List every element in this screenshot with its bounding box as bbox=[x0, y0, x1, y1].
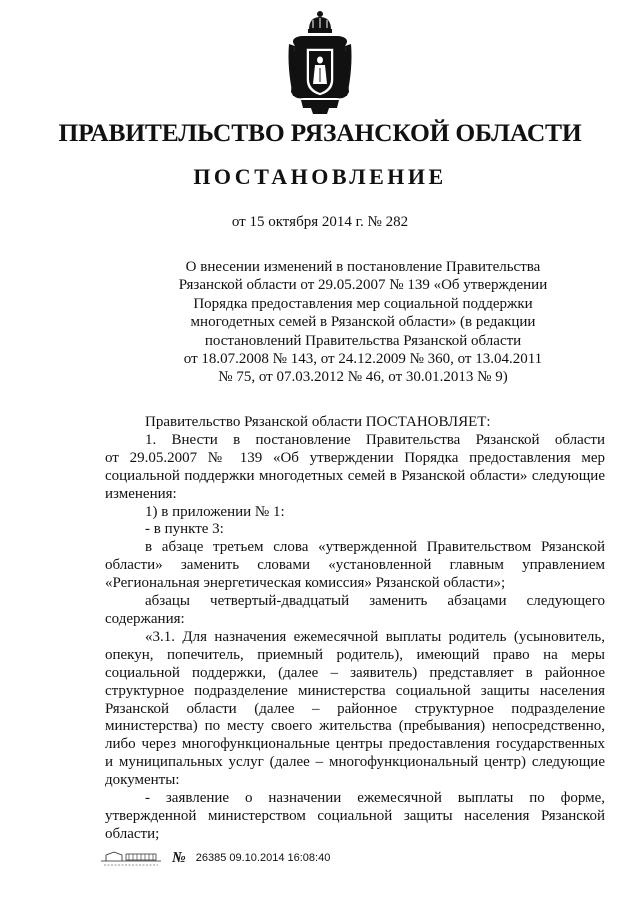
subject-line: Порядка предоставления мер социальной поддержки bbox=[193, 295, 533, 312]
paragraph-3 bbox=[105, 593, 605, 629]
registration-number-sign: № bbox=[172, 849, 186, 866]
paragraph-2 bbox=[105, 539, 605, 593]
text-line: 1. Внести в постановление Правительства Рязанской области bbox=[145, 431, 605, 448]
text-line: Рязанской области (далее – районное структурное подразделение bbox=[105, 700, 605, 717]
subject-line: О внесении изменений в постановление Правительства bbox=[185, 259, 541, 275]
paragraph-4 bbox=[105, 629, 605, 790]
text-line: от 29.05.2007 № 139 «Об утверждении Порядка предоставления мер bbox=[105, 449, 605, 466]
text-line: в абзаце третьем слова «утвержденной Правительством Рязанской bbox=[145, 539, 605, 556]
subject-line: многодетных семей в Рязанской области» (в редакции bbox=[190, 314, 536, 331]
registration-info: 26385 09.10.2014 16:08:40 bbox=[195, 852, 331, 864]
text-line: «Региональная энергетическая комиссия» Рязанской области»; bbox=[105, 575, 506, 592]
text-line: «3.1. Для назначения ежемесячной выплаты родитель (усыновитель, bbox=[145, 628, 605, 645]
government-title: ПРАВИТЕЛЬСТВО РЯЗАНСКОЙ ОБЛАСТИ bbox=[58, 118, 582, 147]
text-line: области; bbox=[105, 825, 160, 842]
decree-line: Правительство Рязанской области ПОСТАНОВЛЯЕТ: bbox=[145, 414, 491, 430]
subject-line: от 18.07.2008 № 143, от 24.12.2009 № 360, от 13.04.2011 bbox=[183, 351, 543, 368]
text-line: и муниципальных услуг (далее – многофункциональный центр) следующие bbox=[105, 754, 605, 771]
decree-paragraph bbox=[105, 414, 605, 432]
text-line: - в пункте 3: bbox=[145, 521, 224, 538]
text-line: изменения: bbox=[105, 485, 177, 502]
text-line: абзацы четвертый-двадцатый заменить абзацами следующего bbox=[145, 593, 605, 610]
subject-line: № 75, от 07.03.2012 № 46, от 30.01.2013 № 9) bbox=[218, 369, 508, 386]
text-line: области» заменить словами «установленной главным управлением bbox=[105, 557, 605, 574]
text-line: - заявление о назначении ежемесячной выплаты по форме, bbox=[145, 790, 605, 807]
subject-line: постановлений Правительства Рязанской области bbox=[204, 332, 522, 349]
text-line: структурное подразделение министерства социальной защиты населения bbox=[105, 682, 605, 699]
document-body bbox=[105, 414, 605, 844]
item-2 bbox=[105, 521, 605, 539]
paragraph-1 bbox=[105, 432, 605, 504]
document-type: ПОСТАНОВЛЕНИЕ bbox=[193, 164, 447, 189]
registration-footer bbox=[100, 846, 420, 870]
item-1 bbox=[105, 504, 605, 522]
text-line: документы: bbox=[105, 772, 180, 789]
registry-stamp-icon bbox=[100, 849, 162, 867]
text-line: социальной поддержки многодетных семей в Рязанской области» следующие bbox=[105, 467, 605, 484]
paragraph-5 bbox=[105, 790, 605, 844]
text-line: либо через многофункциональные центры предоставления государственных bbox=[105, 736, 605, 753]
document-subject bbox=[170, 258, 556, 387]
text-line: 1) в приложении № 1: bbox=[145, 503, 285, 520]
text-line: содержания: bbox=[105, 610, 185, 627]
text-line: утвержденной министерством социальной защиты населения Рязанской bbox=[105, 807, 605, 824]
document-date-number: от 15 октября 2014 г. № 282 bbox=[231, 214, 409, 230]
text-line: министерства) по месту своего жительства (пребывания) непосредственно, bbox=[105, 718, 605, 735]
ryazan-coat-of-arms-icon bbox=[287, 8, 353, 116]
text-line: социальной поддержки, (далее – заявитель) представляет в районное bbox=[105, 664, 605, 681]
subject-line: Рязанской области от 29.05.2007 № 139 «Об утверждении bbox=[178, 277, 548, 294]
text-line: опекун, попечитель, приемный родитель), имеющий право на меры bbox=[105, 646, 605, 663]
